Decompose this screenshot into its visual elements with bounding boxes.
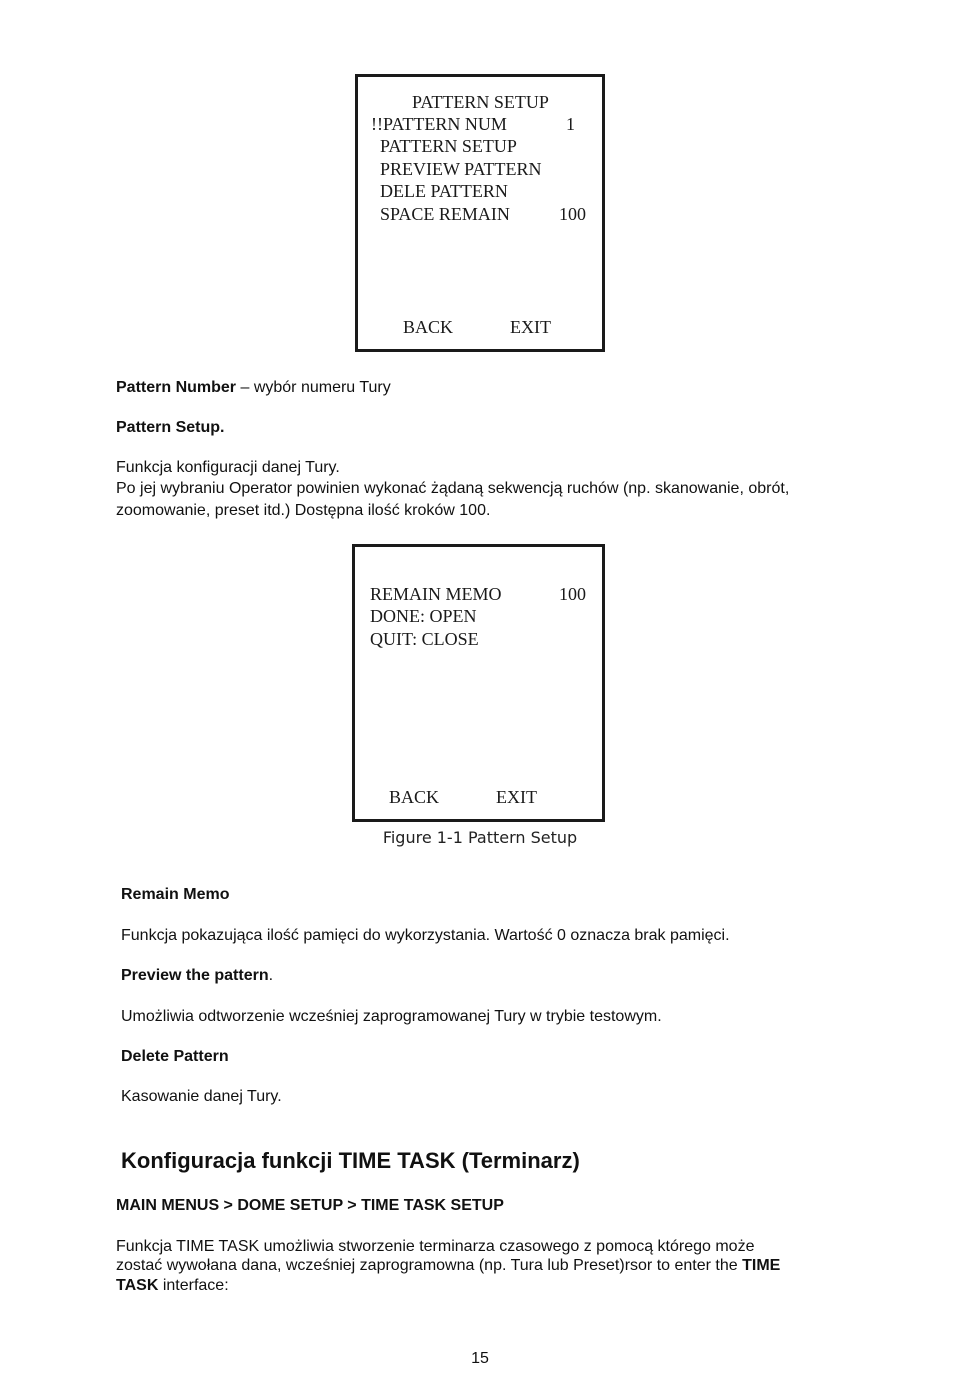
osd-exit-option: EXIT — [510, 317, 551, 337]
pattern-number-line — [116, 378, 391, 397]
osd-row-space-remain-value: 100 — [559, 204, 586, 224]
pattern-setup-line-2: Po jej wybraniu Operator powinien wykonać żądaną sekwencją ruchów (np. skanowanie, obrót, — [116, 480, 790, 497]
osd-row-preview-pattern: PREVIEW PATTERN — [380, 159, 542, 179]
preview-title: Preview the pattern — [121, 967, 269, 984]
time-task-line-1: Funkcja TIME TASK umożliwia stworzenie terminarza czasowego z pomocą którego może — [116, 1238, 755, 1255]
osd-row-remain-memo-value: 100 — [559, 584, 586, 604]
osd-exit-option: EXIT — [496, 787, 537, 807]
time-task-line-2-text: zostać wywołana dana, wcześniej zaprogramowna (np. Tura lub Preset)rsor to enter the — [116, 1257, 743, 1274]
pattern-number-desc: – wybór numeru Tury — [236, 379, 391, 396]
osd-row-pattern-setup: PATTERN SETUP — [380, 136, 517, 156]
osd-row-quit-close: QUIT: CLOSE — [370, 629, 479, 649]
osd-back-option: BACK — [403, 317, 454, 337]
osd-title: PATTERN SETUP — [412, 92, 549, 112]
preview-title-line — [121, 966, 273, 985]
pattern-number-label: Pattern Number — [116, 379, 237, 396]
osd-row-pattern-num: !!PATTERN NUM — [371, 114, 507, 134]
pattern-setup-line-3: zoomowanie, preset itd.) Dostępna ilość kroków 100. — [116, 502, 491, 519]
osd-row-space-remain: SPACE REMAIN — [380, 204, 510, 224]
pattern-setup-title: Pattern Setup. — [116, 419, 225, 436]
preview-title-suffix: . — [268, 967, 274, 984]
osd-pattern-menu — [355, 74, 605, 352]
osd-back-option: BACK — [389, 787, 440, 807]
preview-body: Umożliwia odtworzenie wcześniej zaprogramowanej Tury w trybie testowym. — [121, 1008, 662, 1025]
pattern-setup-line-1: Funkcja konfiguracji danej Tury. — [116, 459, 340, 476]
time-task-line-2-bold: TIME — [742, 1257, 781, 1274]
delete-pattern-title: Delete Pattern — [121, 1048, 229, 1065]
osd-row-done-open: DONE: OPEN — [370, 606, 477, 626]
figure-caption: Figure 1-1 Pattern Setup — [382, 828, 578, 847]
time-task-menu-path: MAIN MENUS > DOME SETUP > TIME TASK SETUP — [116, 1197, 504, 1214]
time-task-line-3-text: interface: — [158, 1277, 229, 1294]
time-task-heading: Konfiguracja funkcji TIME TASK (Terminarz) — [121, 1148, 580, 1173]
remain-memo-body: Funkcja pokazująca ilość pamięci do wykorzystania. Wartość 0 oznacza brak pamięci. — [121, 927, 730, 944]
delete-pattern-body: Kasowanie danej Tury. — [121, 1088, 282, 1105]
osd-remain-memo — [352, 544, 605, 822]
osd-row-dele-pattern: DELE PATTERN — [380, 181, 508, 201]
time-task-line-2 — [116, 1256, 780, 1275]
time-task-line-3 — [116, 1276, 229, 1295]
osd-row-pattern-num-value: 1 — [566, 114, 575, 134]
time-task-line-3-bold: TASK — [116, 1277, 159, 1294]
remain-memo-title: Remain Memo — [121, 886, 230, 903]
page-number: 15 — [471, 1350, 489, 1367]
osd-row-remain-memo: REMAIN MEMO — [370, 584, 502, 604]
